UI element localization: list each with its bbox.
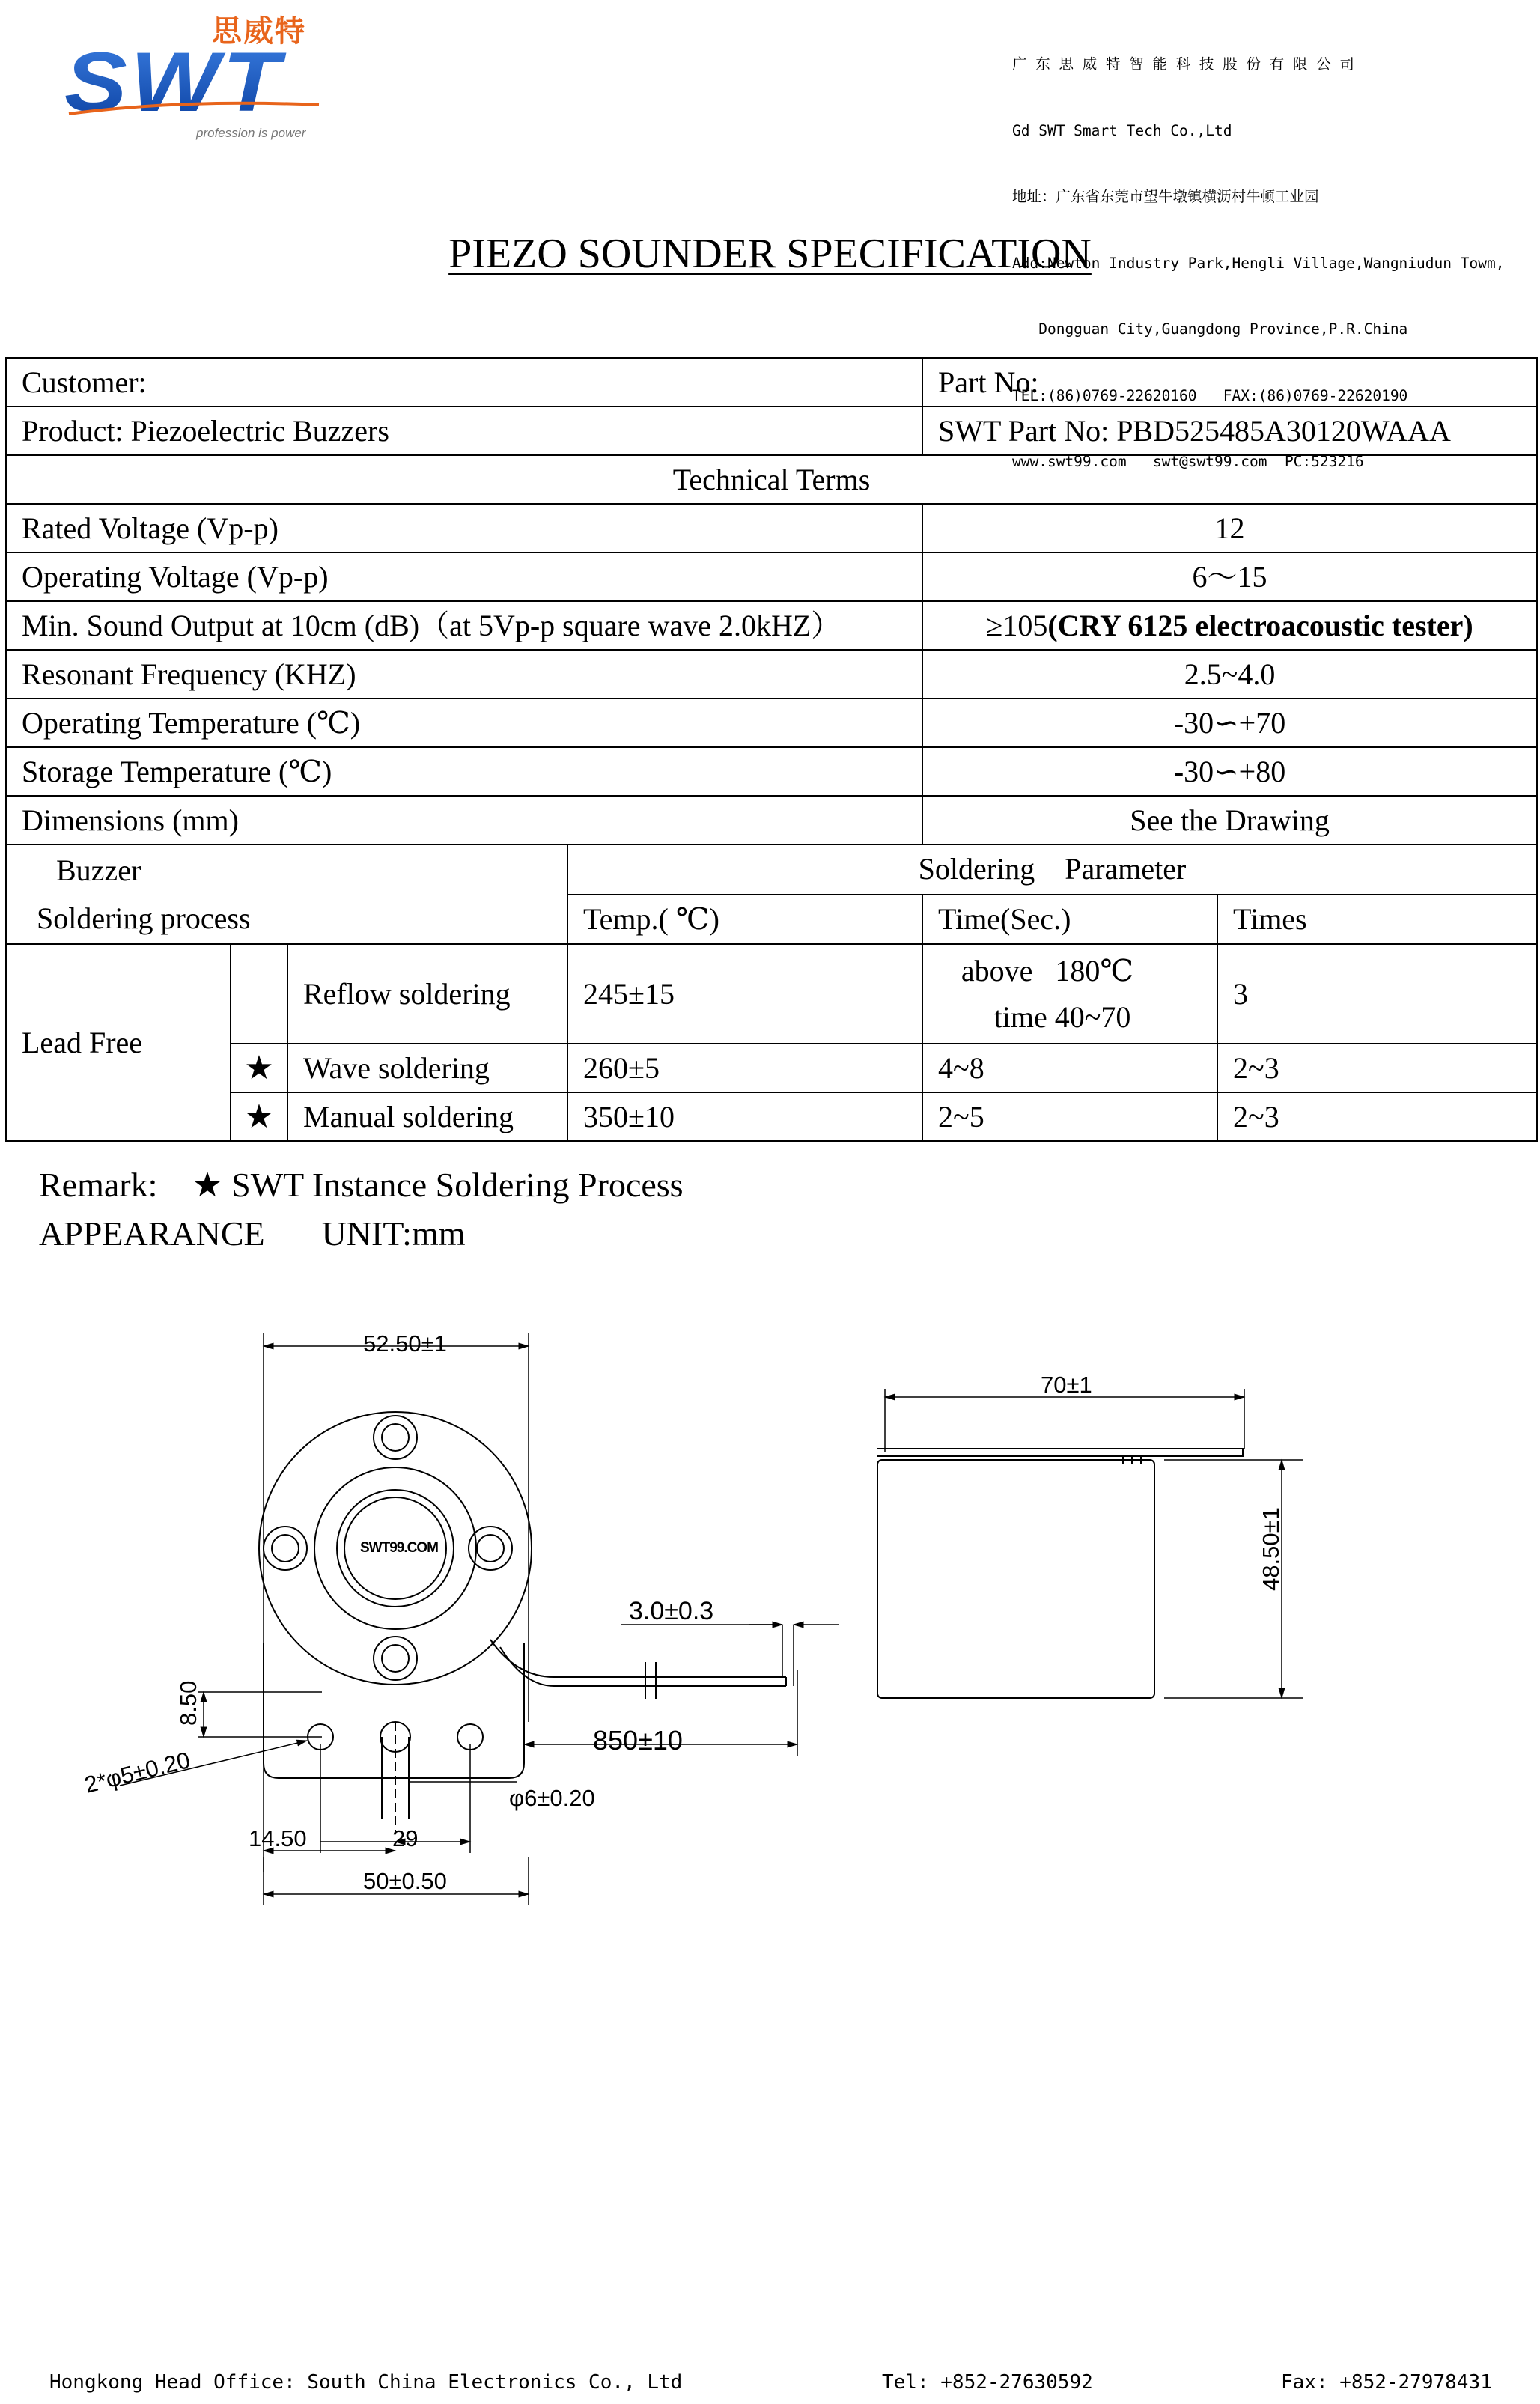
spec-value: -30∽+80 [922, 747, 1537, 796]
part-no-cell: Part No: [922, 358, 1537, 407]
company-line: Add:Newton Industry Park,Hengli Village,Wangniudun Towm, [1012, 254, 1505, 272]
table-row [6, 796, 1537, 845]
solder-temp: 350±10 [567, 1092, 922, 1141]
table-row [6, 407, 1537, 455]
solder-time [922, 944, 1217, 1044]
front-view [120, 1333, 839, 1905]
footer-office: Hongkong Head Office: South China Electronics Co., Ltd [49, 2371, 683, 2394]
table-row [6, 1044, 1537, 1092]
star-icon: ★ [231, 1044, 287, 1092]
company-line: Gd SWT Smart Tech Co.,Ltd [1012, 121, 1232, 139]
logo-tagline: profession is power [196, 126, 306, 140]
star-empty [231, 944, 287, 1044]
spec-label: Dimensions (mm) [6, 796, 922, 845]
spec-label: Storage Temperature (℃) [6, 747, 922, 796]
solder-method: Reflow soldering [287, 944, 567, 1044]
solder-method: Wave soldering [287, 1044, 567, 1092]
front-view-labels [82, 1330, 713, 1894]
soldering-header-cell [6, 845, 567, 944]
spec-label: Resonant Frequency (KHZ) [6, 650, 922, 699]
dim-diameter: 52.50±1 [363, 1330, 447, 1357]
dim-side-height: 48.50±1 [1258, 1507, 1284, 1591]
page-title-text: PIEZO SOUNDER SPECIFICATION [448, 231, 1092, 277]
solder-times: 2~3 [1217, 1044, 1537, 1092]
appearance-line [39, 1214, 466, 1253]
solder-method: Manual soldering [287, 1092, 567, 1141]
side-view [877, 1389, 1303, 1698]
company-line: 广 东 思 威 特 智 能 科 技 股 份 有 限 公 司 [1012, 55, 1354, 73]
table-row [6, 699, 1537, 747]
table-row [6, 553, 1537, 601]
solder-time: 2~5 [922, 1092, 1217, 1141]
solder-time-line: above 180℃ [961, 953, 1134, 988]
side-view-labels [1041, 1372, 1284, 1591]
table-row [6, 504, 1537, 553]
solder-times: 3 [1217, 944, 1537, 1044]
soldering-process-label: Soldering process [37, 901, 251, 935]
spec-table [5, 357, 1538, 1142]
remark-line [39, 1164, 684, 1205]
spec-value: 2.5~4.0 [922, 650, 1537, 699]
solder-time: 4~8 [922, 1044, 1217, 1092]
spec-label: Rated Voltage (Vp-p) [6, 504, 922, 553]
table-row [6, 601, 1537, 650]
company-line: Dongguan City,Guangdong Province,P.R.China [1012, 320, 1408, 338]
spec-label: Operating Voltage (Vp-p) [6, 553, 922, 601]
spec-value-main: ≥105 [986, 608, 1048, 642]
dim-hole-height: 8.50 [175, 1680, 201, 1726]
company-logo [64, 46, 326, 129]
company-line: www.swt99.com swt@swt99.com PC:523216 [1012, 453, 1364, 470]
dim-wire: 850±10 [593, 1725, 683, 1756]
table-row [6, 358, 1537, 407]
table-row [6, 455, 1537, 504]
logo-text: SWT [64, 46, 284, 129]
col-time-header: Time(Sec.) [922, 895, 1217, 945]
soldering-parameter-heading: Soldering Parameter [567, 845, 1537, 895]
appearance-label: APPEARANCE [39, 1214, 265, 1253]
solder-temp: 260±5 [567, 1044, 922, 1092]
solder-temp: 245±15 [567, 944, 922, 1044]
table-row [6, 944, 1537, 1044]
lead-free-label: Lead Free [6, 944, 231, 1141]
col-temp-header: Temp.( ℃) [567, 895, 922, 945]
footer-tel: Tel: +852-27630592 [882, 2371, 1093, 2394]
unit-label: UNIT:mm [321, 1214, 466, 1253]
dim-offset: 14.50 [249, 1825, 307, 1851]
spec-label: Min. Sound Output at 10cm (dB)（at 5Vp-p square wave 2.0kHZ） [6, 601, 922, 650]
technical-terms-heading: Technical Terms [6, 455, 1537, 504]
dim-side-width: 70±1 [1041, 1372, 1092, 1398]
dim-lead: 3.0±0.3 [629, 1597, 714, 1625]
remark-text: ★ SWT Instance Soldering Process [192, 1166, 684, 1204]
table-row [6, 845, 1537, 895]
spec-value: 6～15 [922, 553, 1537, 601]
customer-cell: Customer: [6, 358, 922, 407]
dim-width: 50±0.50 [363, 1868, 447, 1894]
solder-time-line: time 40~70 [993, 999, 1131, 1034]
buzzer-label: Buzzer [56, 853, 141, 887]
brand-label: SWT99.COM [360, 1540, 438, 1556]
table-row [6, 1092, 1537, 1141]
swt-part-no-cell: SWT Part No: PBD525485A30120WAAA [922, 407, 1537, 455]
product-cell: Product: Piezoelectric Buzzers [6, 407, 922, 455]
dim-spacing: 29 [392, 1825, 419, 1851]
spec-value-note: (CRY 6125 electroacoustic tester) [1047, 608, 1473, 642]
col-times-header: Times [1217, 895, 1537, 945]
company-line: TEL:(86)0769-22620160 FAX:(86)0769-22620190 [1012, 386, 1408, 404]
dim-holes: 2*φ5±0.20 [82, 1746, 193, 1798]
star-icon: ★ [231, 1092, 287, 1141]
spec-value: 12 [922, 504, 1537, 553]
spec-value [922, 601, 1537, 650]
logo-chinese-name: 思威特 [212, 14, 306, 49]
company-line: 地址：广东省东莞市望牛墩镇横沥村牛顿工业园 [1012, 188, 1319, 205]
page-title [0, 230, 1540, 278]
solder-times: 2~3 [1217, 1092, 1537, 1141]
remark-label: Remark: [39, 1166, 158, 1204]
spec-label: Operating Temperature (℃) [6, 699, 922, 747]
technical-drawing [0, 1303, 1540, 1924]
dim-hole-small: φ6±0.20 [509, 1785, 595, 1811]
spec-value: See the Drawing [922, 796, 1537, 845]
table-row [6, 747, 1537, 796]
footer-fax: Fax: +852-27978431 [1281, 2371, 1492, 2394]
spec-value: -30∽+70 [922, 699, 1537, 747]
table-row [6, 650, 1537, 699]
